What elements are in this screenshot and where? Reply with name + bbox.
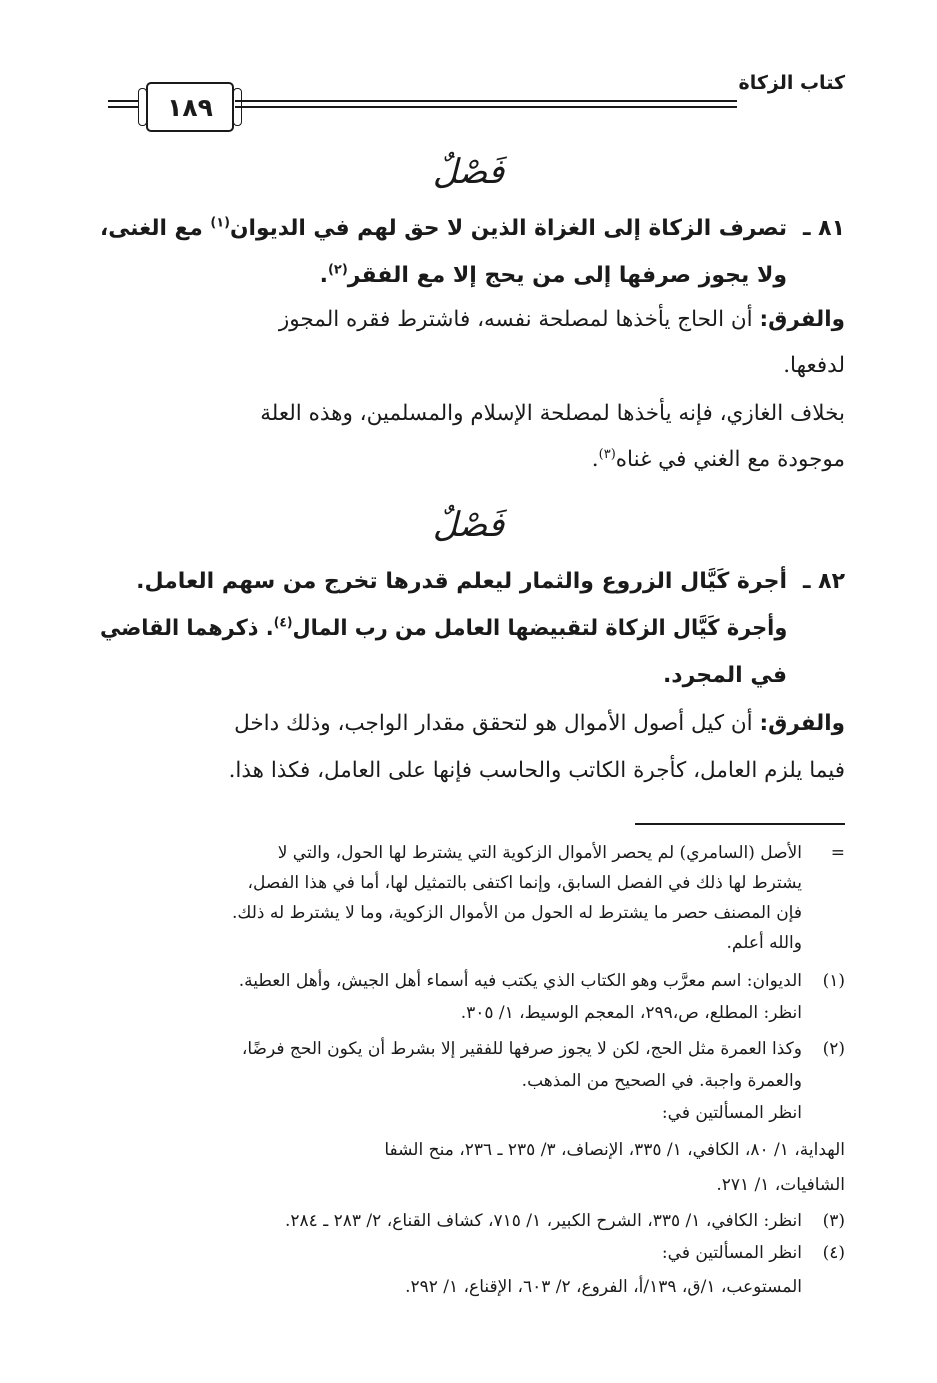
difference-line: أن كيل أصول الأموال هو لتحقق مقدار الواجب، وذلك داخل	[234, 711, 753, 736]
section-heading: فَصْلٌ	[432, 505, 505, 545]
footnote-ref: (٣)	[598, 446, 616, 462]
rule-line: مع الغنى،	[100, 216, 203, 241]
rule-line: .	[319, 263, 328, 288]
difference-text	[234, 708, 845, 742]
difference-line: بخلاف الغازي، فإنه يأخذها لمصلحة الإسلام والمسلمين، وهذه العلة	[260, 401, 845, 426]
footnote-separator	[635, 823, 845, 825]
footnote-continuation-mark: =	[830, 843, 845, 863]
rule-line: في المجرد.	[662, 663, 787, 688]
rule-line: أجرة كَيَّال الزروع والثمار ليعلم قدرها تخرج من سهم العامل.	[136, 569, 787, 594]
section-heading: فَصْلٌ	[432, 152, 505, 192]
footnote-line: الشافيات، ١/ ٢٧١.	[716, 1175, 845, 1195]
footnote-line: والعمرة واجبة. في الصحيح من المذهب.	[521, 1071, 802, 1091]
footnote-marker: (٣)	[822, 1211, 845, 1231]
difference-line: فيما يلزم العامل، كأجرة الكاتب والحاسب فإنها على العامل، فكذا هذا.	[228, 758, 845, 783]
difference-line: لدفعها.	[783, 353, 845, 378]
difference-line: أن الحاج يأخذها لمصلحة نفسه، فاشترط فقره المجوز	[278, 307, 753, 332]
footnote-marker: (٢)	[822, 1039, 845, 1059]
rule-line: . ذكرهما القاضي	[99, 616, 274, 641]
header-rule-right-2	[235, 106, 737, 108]
footnote-line: يشترط لها ذلك في الفصل السابق، وإنما اكتفى بالتمثيل لها، أما في هذا الفصل،	[247, 873, 802, 893]
rule-line: ولا يجوز صرفها إلى من يحج إلا مع الفقر	[347, 263, 787, 288]
footnote-line: الديوان: اسم معرَّب وهو الكتاب الذي يكتب فيه أسماء أهل الجيش، وأهل العطية.	[238, 971, 802, 991]
footnote-line: وكذا العمرة مثل الحج، لكن لا يجوز صرفها للفقير إلا بشرط أن يكون الحج فرضًا،	[241, 1039, 802, 1059]
footnote-line: انظر: الكافي، ١/ ٣٣٥، الشرح الكبير، ١/ ٧١٥، كشاف القناع، ٢/ ٢٨٣ ـ ٢٨٤.	[285, 1211, 802, 1231]
footnote-line: المستوعب، ١/ق، ١٣٩/أ، الفروع، ٢/ ٦٠٣، الإقناع، ١/ ٢٩٢.	[405, 1277, 802, 1297]
rule-line: وأجرة كَيَّال الزكاة لتقبيضها العامل من رب المال	[292, 616, 787, 641]
footnote-line: انظر المسألتين في:	[661, 1243, 802, 1263]
entry-number: ٨٢ ـ	[802, 569, 845, 594]
rule-text	[100, 213, 787, 247]
footnote-line: انظر المسألتين في:	[661, 1103, 802, 1123]
rule-text	[320, 260, 787, 294]
rule-line: تصرف الزكاة إلى الغزاة الذين لا حق لهم في الديوان	[229, 216, 788, 241]
footnote-ref: (٢)	[327, 262, 348, 278]
footnote-line: الأصل (السامري) لم يحصر الأموال الزكوية التي يشترط لها الحول، والتي لا	[277, 843, 802, 863]
header-rule-left-2	[108, 106, 138, 108]
footnote-ref: (١)	[210, 215, 230, 231]
rule-text	[100, 613, 787, 647]
running-title: كتاب الزكاة	[738, 72, 845, 94]
page-number: ١٨٩	[146, 82, 234, 132]
footnote-ref: (٤)	[273, 615, 293, 631]
footnote-marker: (٤)	[822, 1243, 845, 1263]
difference-text	[592, 444, 845, 478]
footnote-line: انظر: المطلع، ص،٢٩٩، المعجم الوسيط، ١/ ٣٠٥.	[460, 1003, 802, 1023]
footnote-marker: (١)	[822, 971, 845, 991]
header-rule-right	[235, 100, 737, 102]
header-rule-left	[108, 100, 138, 102]
footnote-line: الهداية، ١/ ٨٠، الكافي، ١/ ٣٣٥، الإنصاف، ٣/ ٢٣٥ ـ ٢٣٦، منح الشفا	[384, 1140, 845, 1160]
difference-text	[279, 304, 845, 338]
difference-line: .	[591, 447, 599, 472]
entry-number: ٨١ ـ	[802, 216, 845, 241]
difference-line: موجودة مع الغني في غناه	[615, 447, 845, 472]
footnote-line: والله أعلم.	[726, 933, 802, 953]
difference-label: والفرق:	[759, 307, 845, 332]
difference-label: والفرق:	[759, 711, 845, 736]
footnote-line: فإن المصنف حصر ما يشترط له الحول من الأموال الزكوية، وما لا يشترط له ذلك.	[231, 903, 802, 923]
